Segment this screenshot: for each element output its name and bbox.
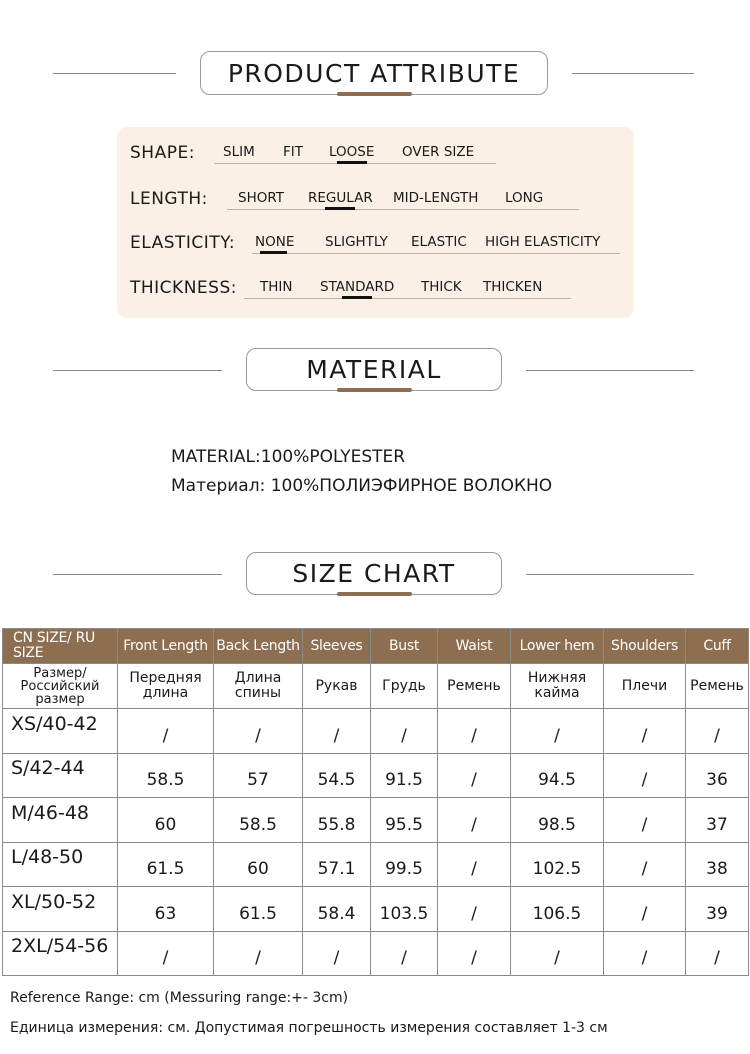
size-cell: XL/50-52 xyxy=(3,887,118,932)
table-cell: / xyxy=(438,798,511,843)
table-header-row-en xyxy=(3,629,749,664)
material-line-en: MATERIAL:100%POLYESTER xyxy=(171,447,406,467)
header-cell: Waist xyxy=(438,629,511,664)
attr-option: THIN xyxy=(260,279,293,295)
attr-line xyxy=(252,253,620,254)
table-cell: 58.5 xyxy=(118,753,214,798)
table-cell: 60 xyxy=(118,798,214,843)
divider-left xyxy=(53,73,176,74)
size-cell: 2XL/54-56 xyxy=(3,931,118,976)
table-cell: 106.5 xyxy=(511,887,604,932)
header-cell: Рукав xyxy=(303,664,371,709)
table-cell: / xyxy=(604,931,686,976)
table-cell: 36 xyxy=(686,753,749,798)
material-line-ru: Материал: 100%ПОЛИЭФИРНОЕ ВОЛОКНО xyxy=(171,476,553,496)
size-cell: L/48-50 xyxy=(3,842,118,887)
header-cell: Back Length xyxy=(214,629,303,664)
table-cell: / xyxy=(118,709,214,754)
header-cell: CN SIZE/ RU SIZE xyxy=(3,629,118,664)
header-cell: Cuff xyxy=(686,629,749,664)
header-cell: Ремень xyxy=(686,664,749,709)
selected-marker xyxy=(325,207,355,210)
attr-label-elasticity: ELASTICITY: xyxy=(130,233,236,253)
size-cell: S/42-44 xyxy=(3,753,118,798)
attr-option-selected: LOOSE xyxy=(329,144,375,160)
table-cell: 58.5 xyxy=(214,798,303,843)
attribute-panel xyxy=(117,127,634,318)
header-cell: Длина спины xyxy=(214,664,303,709)
table-cell: / xyxy=(438,842,511,887)
table-cell: / xyxy=(371,931,438,976)
attr-option: LONG xyxy=(505,190,544,206)
size-cell: XS/40-42 xyxy=(3,709,118,754)
header-cell: Грудь xyxy=(371,664,438,709)
section-title-label: SIZE CHART xyxy=(292,559,456,588)
table-cell: 54.5 xyxy=(303,753,371,798)
attr-option-selected: REGULAR xyxy=(308,190,373,206)
table-row xyxy=(3,709,749,754)
table-cell: 60 xyxy=(214,842,303,887)
attr-label-shape: SHAPE: xyxy=(130,143,195,163)
table-row xyxy=(3,887,749,932)
title-underline xyxy=(337,388,412,392)
table-cell: 39 xyxy=(686,887,749,932)
header-cell: Размер/ Российский размер xyxy=(3,664,118,709)
table-cell: 94.5 xyxy=(511,753,604,798)
size-chart-table xyxy=(2,628,749,976)
section-title-product-attribute xyxy=(200,51,548,95)
table-row xyxy=(3,798,749,843)
table-cell: / xyxy=(604,798,686,843)
table-cell: 63 xyxy=(118,887,214,932)
table-cell: / xyxy=(371,709,438,754)
table-cell: / xyxy=(686,709,749,754)
divider-right xyxy=(526,574,694,575)
attr-option-selected: STANDARD xyxy=(320,279,395,295)
table-cell: 38 xyxy=(686,842,749,887)
table-cell: 103.5 xyxy=(371,887,438,932)
title-underline xyxy=(337,592,412,596)
table-header-row-ru xyxy=(3,664,749,709)
header-cell: Нижняя кайма xyxy=(511,664,604,709)
table-cell: / xyxy=(214,931,303,976)
header-cell: Lower hem xyxy=(511,629,604,664)
title-underline xyxy=(337,92,412,96)
table-cell: / xyxy=(438,709,511,754)
attr-option-selected: NONE xyxy=(255,234,295,250)
attr-option: THICK xyxy=(421,279,462,295)
divider-left xyxy=(53,574,222,575)
table-cell: 91.5 xyxy=(371,753,438,798)
table-cell: / xyxy=(438,887,511,932)
table-cell: 57 xyxy=(214,753,303,798)
attr-label-length: LENGTH: xyxy=(130,189,208,209)
table-cell: / xyxy=(604,887,686,932)
attr-option: SLIM xyxy=(223,144,255,160)
section-title-label: PRODUCT ATTRIBUTE xyxy=(227,58,521,88)
header-cell: Плечи xyxy=(604,664,686,709)
section-title-material xyxy=(246,348,502,391)
attr-option: OVER SIZE xyxy=(402,144,475,160)
table-cell: / xyxy=(604,753,686,798)
header-cell: Передняя длина xyxy=(118,664,214,709)
table-cell: 61.5 xyxy=(118,842,214,887)
table-cell: / xyxy=(511,931,604,976)
table-cell: 99.5 xyxy=(371,842,438,887)
table-cell: / xyxy=(604,842,686,887)
table-row xyxy=(3,931,749,976)
divider-right xyxy=(572,73,694,74)
section-title-size-chart xyxy=(246,552,502,595)
attr-option: SLIGHTLY xyxy=(325,234,388,250)
section-title-label: MATERIAL xyxy=(306,355,442,384)
header-cell: Front Length xyxy=(118,629,214,664)
table-cell: / xyxy=(438,931,511,976)
table-cell: / xyxy=(604,709,686,754)
table-cell: 102.5 xyxy=(511,842,604,887)
selected-marker xyxy=(342,296,372,299)
table-row xyxy=(3,753,749,798)
table-cell: / xyxy=(438,753,511,798)
table-cell: / xyxy=(686,931,749,976)
table-cell: / xyxy=(118,931,214,976)
reference-range-note: Reference Range: cm (Messuring range:+- 3cm) xyxy=(10,990,349,1006)
header-cell: Shoulders xyxy=(604,629,686,664)
table-cell: / xyxy=(511,709,604,754)
table-cell: 98.5 xyxy=(511,798,604,843)
attr-option: THICKEN xyxy=(483,279,543,295)
table-cell: 57.1 xyxy=(303,842,371,887)
table-cell: / xyxy=(303,709,371,754)
header-cell: Bust xyxy=(371,629,438,664)
table-cell: 55.8 xyxy=(303,798,371,843)
attr-option: ELASTIC xyxy=(411,234,467,250)
attr-option: FIT xyxy=(283,144,303,160)
table-cell: 37 xyxy=(686,798,749,843)
attr-label-thickness: THICKNESS: xyxy=(130,278,237,298)
header-cell: Ремень xyxy=(438,664,511,709)
attr-option: MID-LENGTH xyxy=(393,190,479,206)
header-cell: Sleeves xyxy=(303,629,371,664)
selected-marker xyxy=(337,161,367,164)
divider-left xyxy=(53,370,222,371)
divider-right xyxy=(526,370,694,371)
table-cell: 95.5 xyxy=(371,798,438,843)
table-cell: / xyxy=(214,709,303,754)
attr-option: SHORT xyxy=(238,190,284,206)
size-cell: M/46-48 xyxy=(3,798,118,843)
attr-line xyxy=(244,298,571,299)
measurement-note-ru: Единица измерения: см. Допустимая погрешность измерения составляет 1-3 см xyxy=(10,1020,608,1036)
table-cell: 61.5 xyxy=(214,887,303,932)
table-cell: / xyxy=(303,931,371,976)
selected-marker xyxy=(260,251,287,254)
table-row xyxy=(3,842,749,887)
attr-line xyxy=(227,209,579,210)
table-cell: 58.4 xyxy=(303,887,371,932)
attr-option: HIGH ELASTICITY xyxy=(485,234,601,250)
